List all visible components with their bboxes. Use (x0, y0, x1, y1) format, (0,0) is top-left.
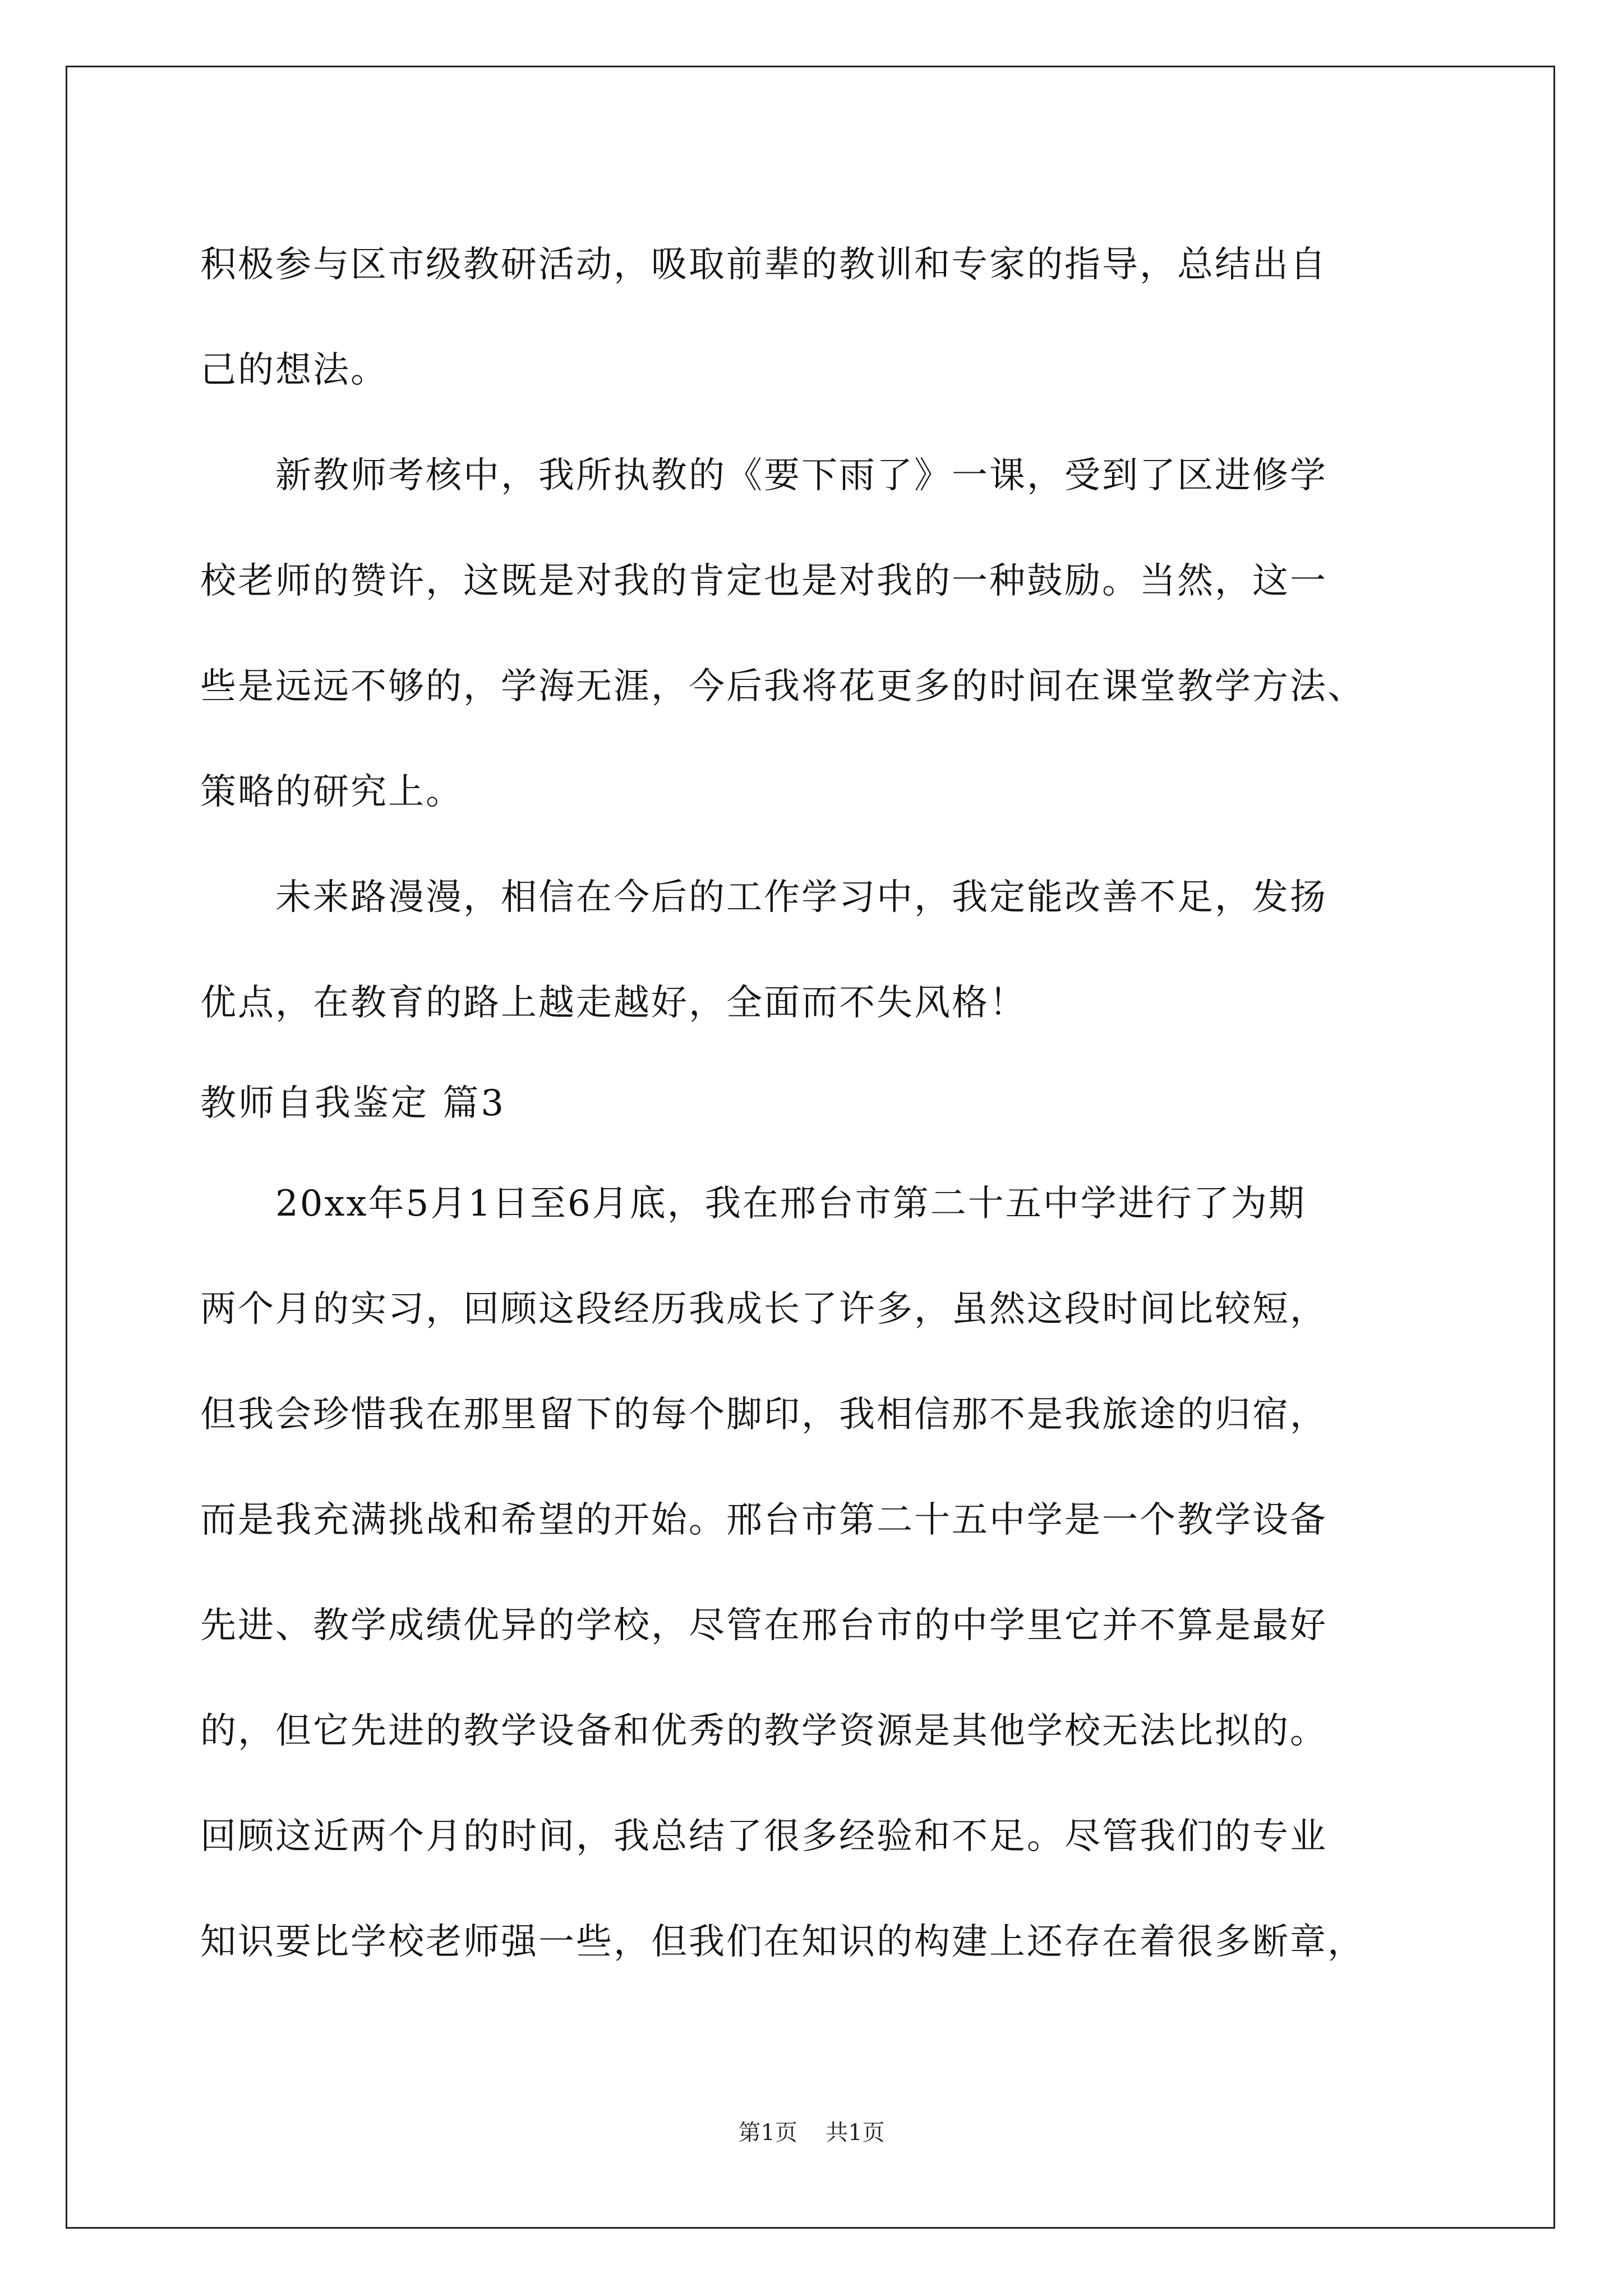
paragraph-line: 策略的研究上。 (200, 771, 463, 813)
paragraph-line: 两个月的实习，回顾这段经历我成长了许多，虽然这段时间比较短， (200, 1289, 1327, 1330)
paragraph-line: 的，但它先进的教学设备和优秀的教学资源是其他学校无法比拟的。 (200, 1710, 1327, 1752)
document-body (200, 212, 1434, 1995)
paragraph-line: 校老师的赞许，这既是对我的肯定也是对我的一种鼓励。当然，这一 (200, 560, 1327, 602)
paragraph-line: 先进、教学成绩优异的学校，尽管在邢台市的中学里它并不算是最好 (200, 1605, 1327, 1646)
paragraph-line: 新教师考核中，我所执教的《要下雨了》一课，受到了区进修学 (200, 455, 1327, 496)
paragraph-line: 己的想法。 (200, 349, 388, 391)
paragraph-line: 些是远远不够的，学海无涯，今后我将花更多的时间在课堂教学方法、 (200, 666, 1365, 707)
page-number: 第1页 (738, 2120, 797, 2146)
section-heading: 教师自我鉴定 篇3 (200, 1083, 506, 1124)
paragraph-line: 未来路漫漫，相信在今后的工作学习中，我定能改善不足，发扬 (200, 877, 1327, 918)
page-footer (0, 2115, 1623, 2147)
page-total: 共1页 (826, 2120, 885, 2146)
paragraph-line: 20xx年5月1日至6月底，我在邢台市第二十五中学进行了为期 (200, 1183, 1306, 1225)
paragraph-line: 优点，在教育的路上越走越好，全面而不失风格！ (200, 982, 1027, 1024)
paragraph-line: 而是我充满挑战和希望的开始。邢台市第二十五中学是一个教学设备 (200, 1499, 1327, 1541)
paragraph-line: 但我会珍惜我在那里留下的每个脚印，我相信那不是我旅途的归宿， (200, 1394, 1327, 1435)
paragraph-line: 知识要比学校老师强一些，但我们在知识的构建上还存在着很多断章， (200, 1921, 1365, 1963)
paragraph-line: 积极参与区市级教研活动，吸取前辈的教训和专家的指导，总结出自 (200, 244, 1327, 286)
paragraph-line: 回顾这近两个月的时间，我总结了很多经验和不足。尽管我们的专业 (200, 1816, 1327, 1857)
